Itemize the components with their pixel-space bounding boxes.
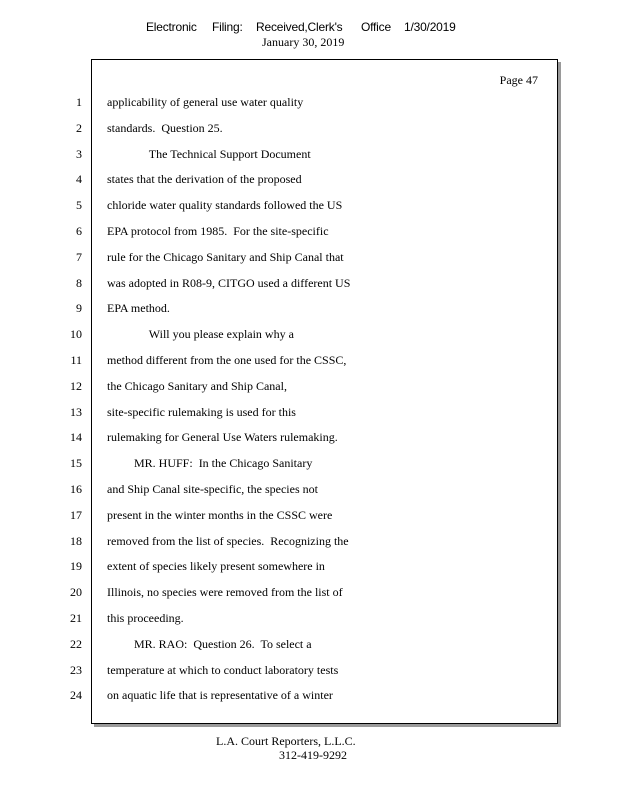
line-number: 20 — [70, 585, 82, 600]
line-number: 14 — [70, 430, 82, 445]
line-number: 6 — [76, 224, 82, 238]
line-number: 8 — [76, 275, 82, 290]
line-number: 4 — [76, 172, 82, 187]
stamp-filing: Filing: — [212, 20, 243, 34]
transcript-date: January 30, 2019 — [262, 35, 345, 49]
line-number: 16 — [70, 482, 82, 496]
stamp-electronic: Electronic — [146, 20, 197, 34]
transcript-line: rule for the Chicago Sanitary and Ship Canal that — [107, 249, 344, 264]
line-number: 24 — [70, 688, 82, 703]
transcript-line: site-specific rulemaking is used for this — [107, 404, 296, 419]
line-number: 21 — [70, 611, 82, 625]
transcript-line: temperature at which to conduct laboratory tests — [107, 662, 339, 677]
line-number: 1 — [76, 95, 82, 109]
transcript-line: applicability of general use water quality — [107, 95, 304, 109]
line-number: 22 — [70, 636, 82, 651]
transcript-line: removed from the list of species. Recognizing the — [107, 533, 349, 548]
transcript-line: Illinois, no species were removed from the list of — [107, 585, 343, 600]
filing-stamp — [146, 20, 456, 34]
line-number: 7 — [76, 249, 82, 264]
transcript-line: chloride water quality standards followed the US — [107, 198, 343, 213]
transcript-line: this proceeding. — [107, 611, 184, 625]
transcript-line: EPA protocol from 1985. For the site-specific — [107, 224, 329, 238]
transcript-line: Will you please explain why a — [107, 327, 294, 342]
transcript-line: The Technical Support Document — [107, 146, 311, 161]
transcript-line: present in the winter months in the CSSC were — [107, 507, 333, 522]
line-number: 2 — [76, 120, 82, 135]
transcript-line: MR. RAO: Question 26. To select a — [107, 636, 312, 651]
line-number: 23 — [70, 662, 82, 677]
transcript-line: EPA method. — [107, 301, 170, 316]
transcript-line: on aquatic life that is representative of a winter — [107, 688, 333, 703]
line-number: 10 — [70, 327, 82, 342]
line-number: 9 — [76, 301, 82, 316]
line-number: 3 — [76, 146, 82, 161]
transcript-line: rulemaking for General Use Waters rulemaking. — [107, 430, 338, 445]
page-number: Page 47 — [499, 73, 538, 87]
transcript-line: and Ship Canal site-specific, the species not — [107, 482, 318, 496]
transcript-line: states that the derivation of the proposed — [107, 172, 302, 187]
transcript-line: MR. HUFF: In the Chicago Sanitary — [107, 456, 313, 471]
transcript-line: was adopted in R08-9, CITGO used a different US — [107, 275, 351, 290]
line-number: 12 — [70, 378, 82, 393]
stamp-received: Received,Clerk's — [256, 20, 343, 34]
stamp-office: Office — [361, 20, 391, 34]
line-number: 19 — [70, 559, 82, 574]
line-number: 18 — [70, 533, 82, 548]
stamp-date: 1/30/2019 — [404, 20, 456, 34]
line-number: 5 — [76, 198, 82, 213]
footer-company: L.A. Court Reporters, L.L.C. — [216, 734, 356, 748]
transcript-line: the Chicago Sanitary and Ship Canal, — [107, 378, 287, 393]
transcript-line: extent of species likely present somewhere in — [107, 559, 325, 574]
line-number: 13 — [70, 404, 82, 419]
line-number: 15 — [70, 456, 82, 471]
footer-phone: 312-419-9292 — [279, 748, 347, 762]
line-number: 11 — [70, 353, 82, 367]
line-number: 17 — [70, 507, 82, 522]
transcript-line: standards. Question 25. — [107, 120, 223, 135]
transcript-line: method different from the one used for the CSSC, — [107, 353, 347, 367]
